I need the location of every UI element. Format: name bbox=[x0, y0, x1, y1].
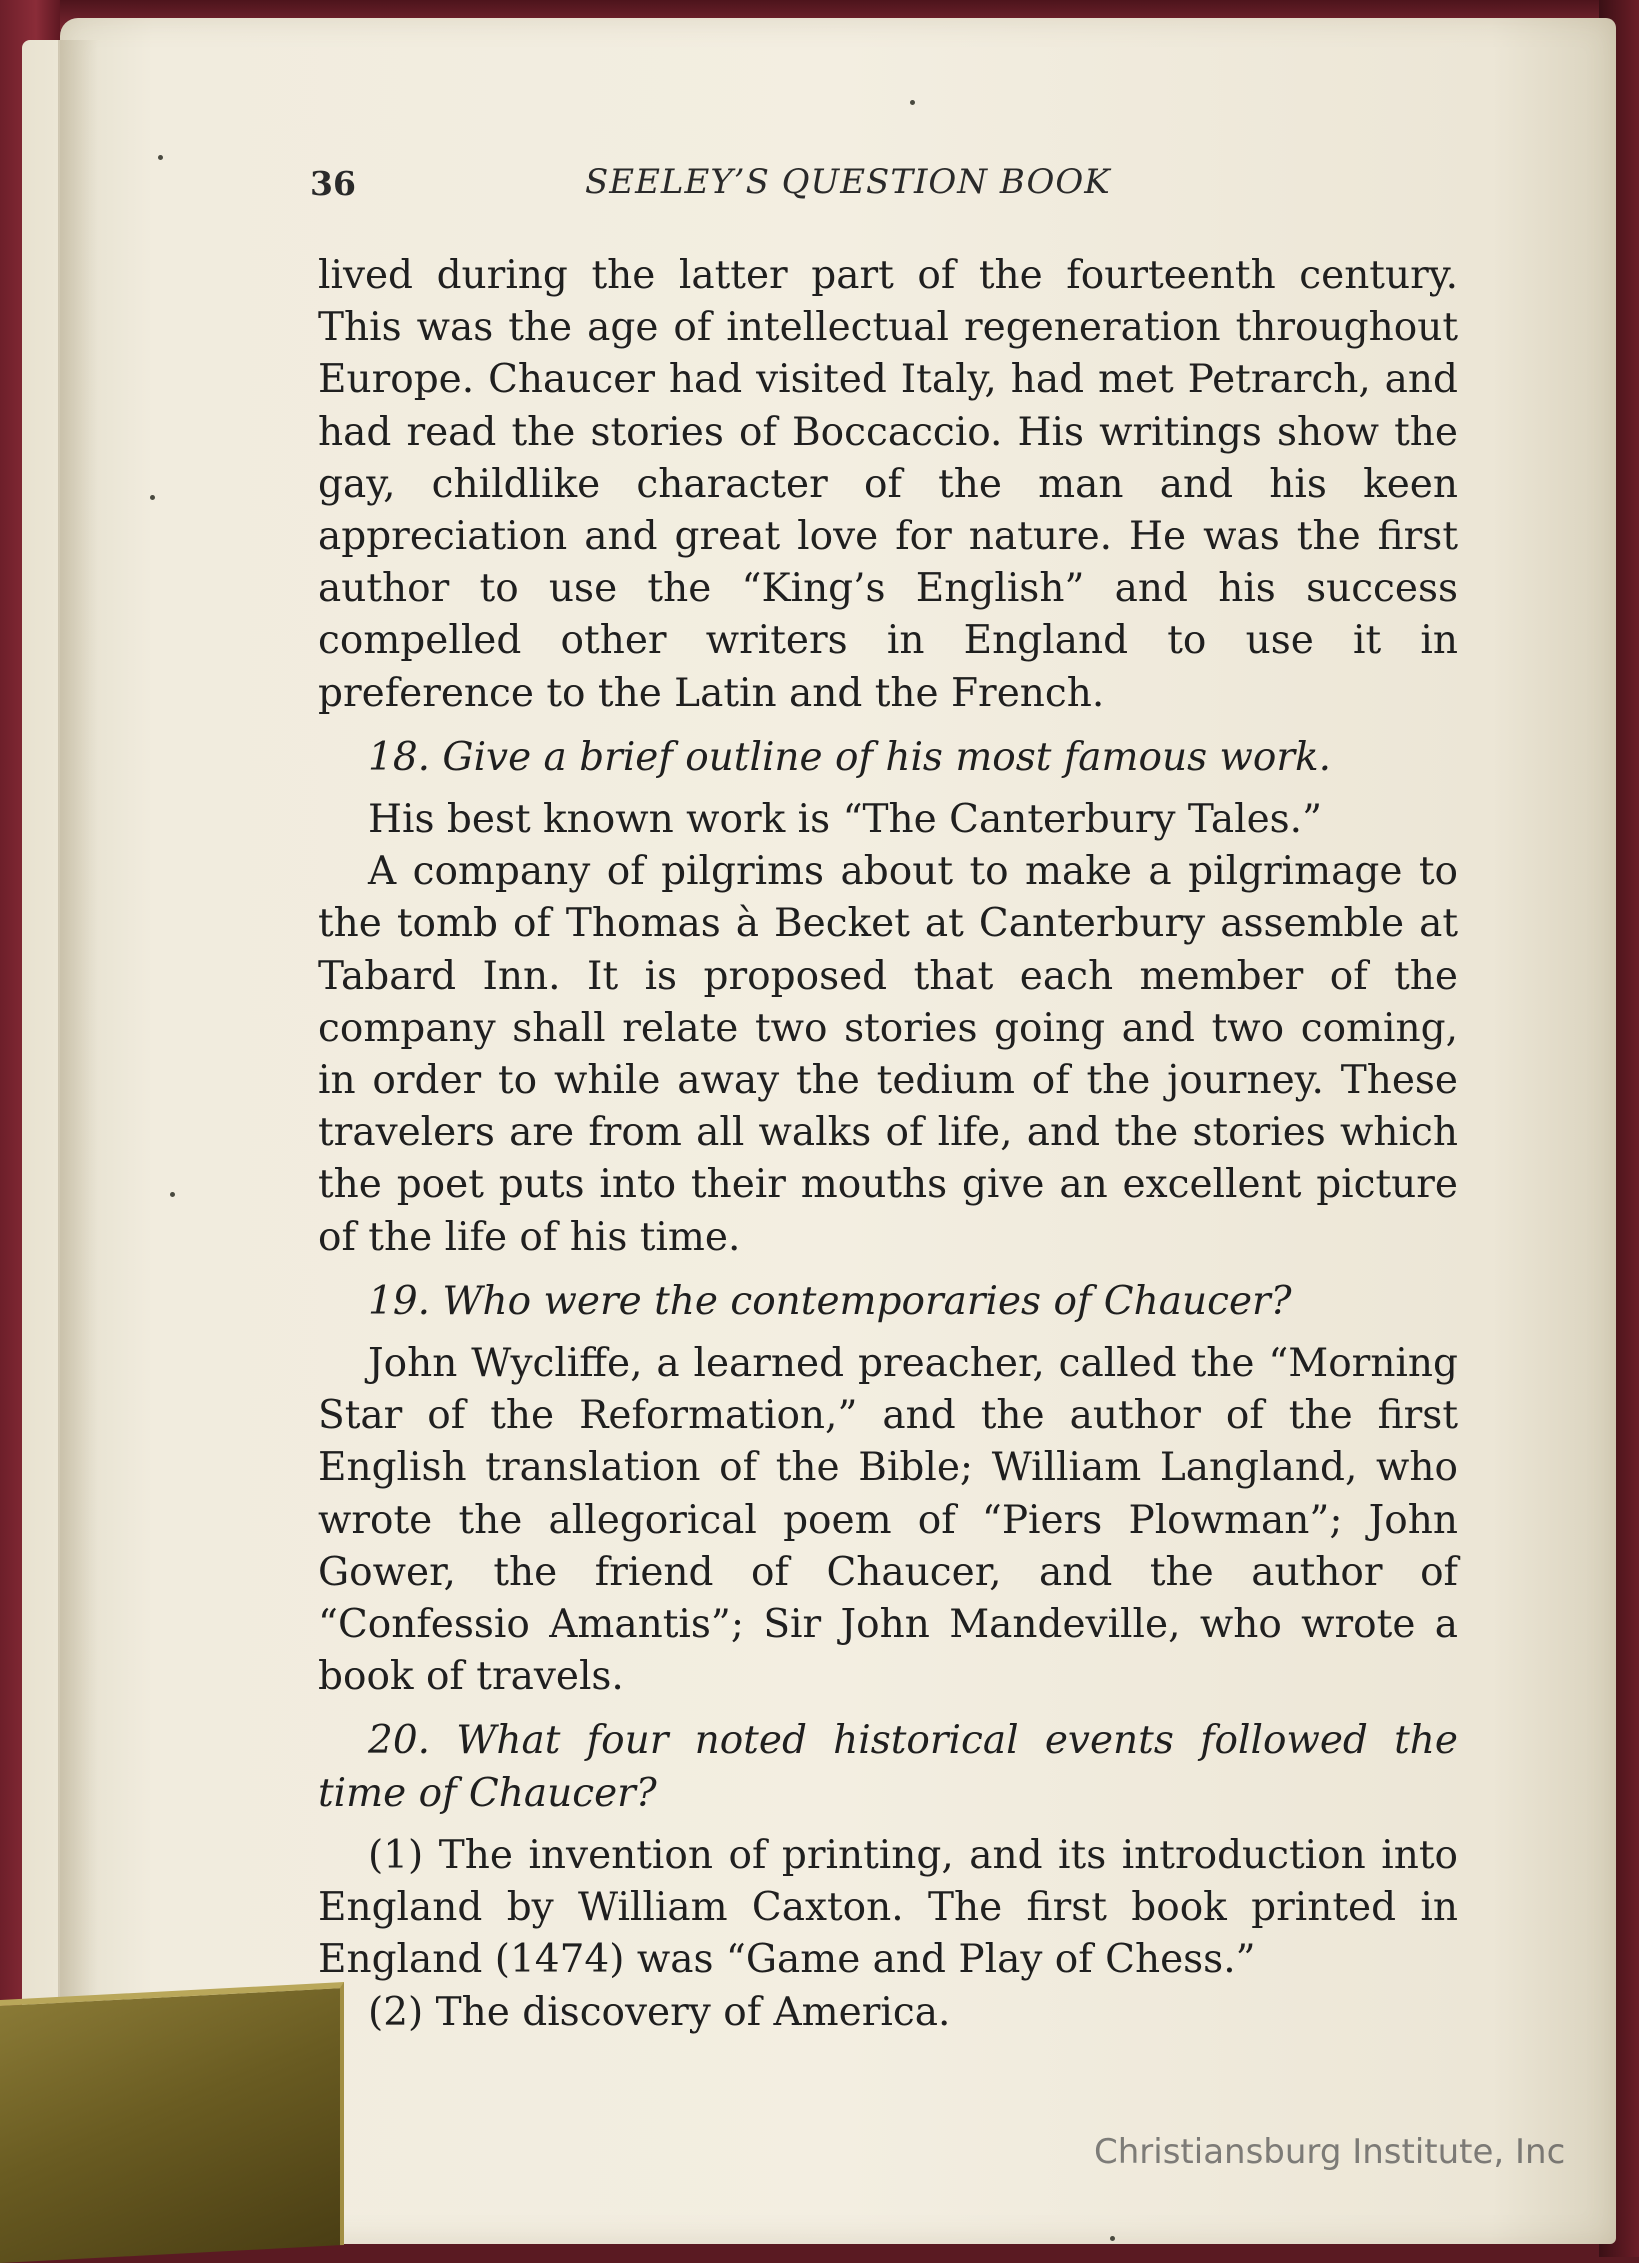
question-20: 20. What four noted historical events followed the time of Chaucer? bbox=[318, 1718, 1458, 1816]
answer-20-item-2: (2) The discovery of America. bbox=[368, 1989, 951, 2035]
paper-speck bbox=[158, 155, 163, 160]
answer-20-item-1: (1) The invention of printing, and its introduction into England by William Caxton. The first book printed in England (1474) was “Game and Play of Chess.” bbox=[318, 1832, 1458, 1983]
paper-speck bbox=[1110, 2236, 1115, 2241]
answer-18-intro: His best known work is “The Canterbury Tales.” bbox=[368, 797, 1323, 843]
answer-19: John Wycliffe, a learned preacher, called the “Morning Star of the Reformation,” and the author of the first English translation of the Bible; William Langland, who wrote the allegorical poem of “Piers Plowman”; John Gower, the friend of Chaucer, and the author of “Confessio Amantis”; Sir John Mandeville, who wrote a book of travels. bbox=[318, 1341, 1458, 1700]
running-title: SEELEY’S QUESTION BOOK bbox=[585, 162, 1111, 202]
question-19: 19. Who were the contemporaries of Chaucer? bbox=[368, 1278, 1292, 1324]
gilded-page-corner bbox=[0, 1982, 344, 2263]
watermark: Christiansburg Institute, Inc bbox=[1094, 2132, 1566, 2172]
page-number: 36 bbox=[310, 164, 356, 203]
page-header bbox=[310, 160, 1170, 210]
paper-speck bbox=[170, 1192, 175, 1197]
paper-speck bbox=[150, 495, 155, 500]
paragraph-chaucer-life: lived during the latter part of the fourteenth century. This was the age of intellectual regeneration throughout Europe. Chaucer had visited Italy, had met Petrarch, and had read the stories of Boccaccio. His writings show the gay, childlike character of the man and his keen appreciation and great love for nature. He was the first author to use the “King’s English” and his success compelled other writers in England to use it in preference to the Latin and the French. bbox=[318, 253, 1458, 716]
paper-speck bbox=[910, 100, 915, 105]
question-18: 18. Give a brief outline of his most famous work. bbox=[368, 734, 1332, 780]
page-gutter-shadow bbox=[58, 40, 98, 2240]
answer-18-body: A company of pilgrims about to make a pilgrimage to the tomb of Thomas à Becket at Canterbury assemble at Tabard Inn. It is proposed that each member of the company shall relate two stories going and two coming, in order to while away the tedium of the journey. These travelers are from all walks of life, and the stories which the poet puts into their mouths give an excellent picture of the life of his time. bbox=[318, 849, 1458, 1260]
page-body bbox=[318, 250, 1458, 2039]
